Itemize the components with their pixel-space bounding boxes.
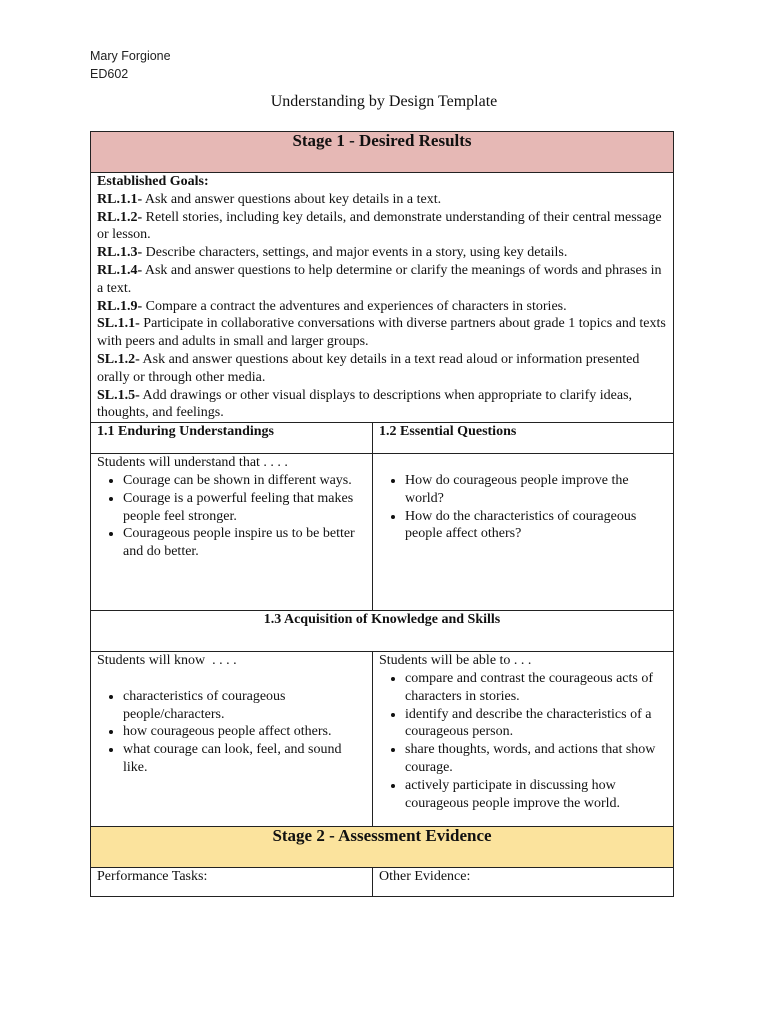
stage1-header-row <box>91 132 674 173</box>
evidence-row <box>91 868 674 897</box>
document-title: Understanding by Design Template <box>270 93 498 110</box>
goals-row <box>91 173 674 423</box>
stage2-title: Stage 2 - Assessment Evidence <box>91 827 674 868</box>
goal-item <box>97 315 667 351</box>
goal-item <box>97 351 667 387</box>
goal-code: RL.1.3- <box>97 245 143 261</box>
performance-tasks-label: Performance Tasks: <box>91 868 373 897</box>
author-name: Mary Forgione <box>90 49 171 63</box>
know-list <box>97 688 366 777</box>
goal-text: Retell stories, including key details, and demonstrate understanding of their central message or lesson. <box>97 209 662 243</box>
goal-item <box>97 191 667 209</box>
list-item: • How do the characteristics of courageous people affect others? <box>405 508 667 544</box>
goal-text: Ask and answer questions about key details in a text. <box>142 191 442 207</box>
enduring-cell <box>91 454 373 611</box>
stage2-header-row <box>91 827 674 868</box>
eu-eq-header-row <box>91 423 674 454</box>
enduring-heading: 1.1 Enduring Understandings <box>91 423 373 454</box>
list-item: • identify and describe the characteristics of a courageous person. <box>405 706 667 742</box>
essential-heading: 1.2 Essential Questions <box>373 423 674 454</box>
list-item: • compare and contrast the courageous acts of characters in stories. <box>405 670 667 706</box>
goal-text: Add drawings or other visual displays to descriptions when appropriate to clarify ideas, thoughts, and feelings. <box>97 387 633 421</box>
goal-code: RL.1.1- <box>97 191 143 207</box>
list-item: • Courageous people inspire us to be better and do better. <box>123 525 366 561</box>
list-item: • characteristics of courageous people/characters. <box>123 688 366 724</box>
goal-code: SL.1.2- <box>97 351 140 367</box>
acquisition-header-row <box>91 611 674 652</box>
goals-cell <box>91 173 674 423</box>
stage1-title: Stage 1 - Desired Results <box>91 132 674 173</box>
list-item: • actively participate in discussing how courageous people improve the world. <box>405 777 667 813</box>
eu-eq-row <box>91 454 674 611</box>
know-intro: Students will know . . . . <box>97 653 237 669</box>
able-intro: Students will be able to . . . <box>379 653 532 669</box>
goal-item <box>97 387 667 423</box>
goal-text: Participate in collaborative conversations with diverse partners about grade 1 topics and texts with peers and adults in small and larger groups. <box>97 316 666 350</box>
list-item: • how courageous people affect others. <box>123 723 366 741</box>
list-item: • share thoughts, words, and actions that show courage. <box>405 741 667 777</box>
acquisition-heading: 1.3 Acquisition of Knowledge and Skills <box>91 611 674 652</box>
goal-item <box>97 244 667 262</box>
goal-text: Describe characters, settings, and major events in a story, using key details. <box>142 245 568 261</box>
able-cell <box>373 652 674 827</box>
list-item: • what courage can look, feel, and sound like. <box>123 741 366 777</box>
other-evidence-label: Other Evidence: <box>373 868 674 897</box>
goal-code: SL.1.5- <box>97 387 140 403</box>
enduring-intro: Students will understand that . . . . <box>97 455 288 471</box>
essential-list <box>379 472 667 543</box>
goal-item <box>97 262 667 298</box>
knowledge-skills-row <box>91 652 674 827</box>
know-cell <box>91 652 373 827</box>
goal-code: RL.1.4- <box>97 262 143 278</box>
goal-text: Compare a contract the adventures and experiences of characters in stories. <box>142 298 567 314</box>
list-item: • How do courageous people improve the world? <box>405 472 667 508</box>
ubd-table <box>90 131 674 897</box>
list-item: • Courage can be shown in different ways. <box>123 472 366 490</box>
goal-code: RL.1.9- <box>97 298 143 314</box>
essential-cell <box>373 454 674 611</box>
goal-text: Ask and answer questions to help determine or clarify the meanings of words and phrases in a text. <box>97 262 662 296</box>
author-block <box>90 47 171 83</box>
goal-item <box>97 209 667 245</box>
able-list <box>379 670 667 812</box>
goal-code: RL.1.2- <box>97 209 143 225</box>
goal-code: SL.1.1- <box>97 316 140 332</box>
enduring-list <box>97 472 366 561</box>
course-code: ED602 <box>90 67 129 81</box>
list-item: • Courage is a powerful feeling that makes people feel stronger. <box>123 490 366 526</box>
goal-text: Ask and answer questions about key details in a text read aloud or information presented orally or through other media. <box>97 351 640 385</box>
goal-item <box>97 298 667 316</box>
goals-heading: Established Goals: <box>97 174 209 189</box>
